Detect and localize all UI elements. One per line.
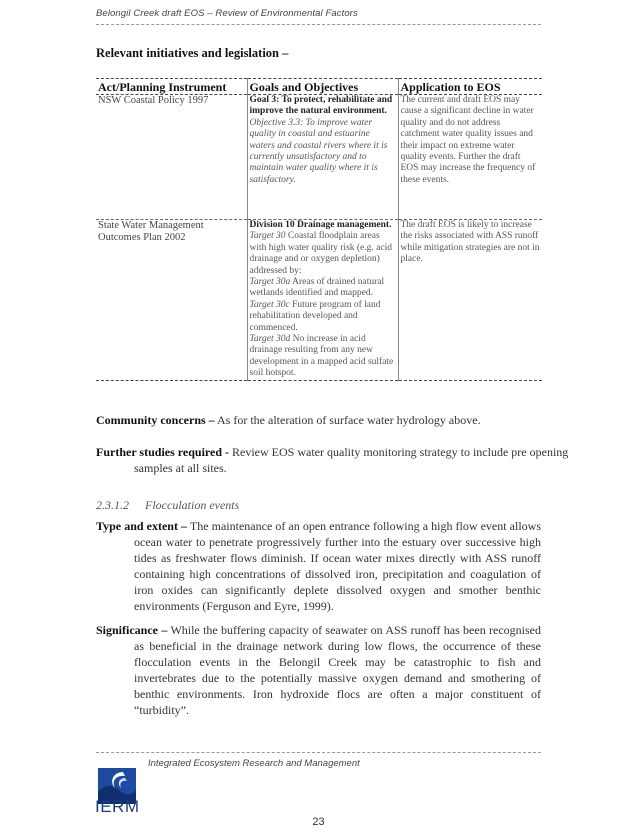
application-cell [398, 95, 542, 220]
instrument-name: State Water Management Outcomes Plan 2002 [98, 220, 204, 244]
community-concerns-label: Community concerns – [96, 413, 215, 427]
footer-rule [96, 752, 541, 753]
goals-cell [247, 220, 398, 381]
column-header-goals: Goals and Objectives [247, 79, 398, 95]
target-text: Future program of land rehabilitation developed and commenced. [249, 299, 381, 333]
goal-target-item [250, 300, 396, 334]
instrument-cell [96, 220, 247, 381]
table-row [96, 220, 542, 381]
significance-paragraph [96, 622, 541, 718]
further-studies-label: Further studies required - [96, 445, 230, 459]
type-and-extent-paragraph [96, 518, 541, 614]
target-label: Target 30c [249, 299, 290, 310]
legislation-table [96, 78, 542, 381]
goal-target-item [250, 277, 396, 300]
application-cell [398, 220, 542, 381]
significance-text: While the buffering capacity of seawater on ASS runoff has been recognised as beneficial in the drainage network during low flows, the occurrence of these flocculation events in the Belongil Creek may be catastrophic to fish and invertebrates due to the potentially massive oxygen demand and smothering of benthic environments. Iron hydroxide flocs are often a major constituent of “turbidity”. [134, 623, 542, 717]
footer-organisation: Integrated Ecosystem Research and Management [148, 758, 360, 769]
target-text: Coastal floodplain areas with high water quality risk (e.g. acid drainage and or oxygen depletion) addressed by: [249, 231, 392, 276]
target-label: Target 30 [249, 231, 286, 242]
type-and-extent-text: The maintenance of an open entrance following a high flow event allows ocean water to penetrate progressively further into the estuary over successive high tides as freshwater flows diminish. If ocean water mixes directly with ASS runoff containing high concentrations of dissolved iron, precipitation and coagulation of iron oxides can significantly deplete dissolved oxygen and smother benthic environments (Ferguson and Eyre, 1999). [134, 519, 541, 613]
page-number: 23 [312, 816, 325, 828]
subsection-heading [96, 498, 239, 513]
target-text: No increase in acid drainage resulting from any new development in a mapped acid sulfate soil hotspot. [249, 334, 394, 379]
table-header-row [96, 79, 542, 95]
goal-target-item [250, 231, 396, 277]
target-text: Areas of drained natural wetlands identified and mapped. [249, 277, 385, 299]
section-heading: Relevant initiatives and legislation – [96, 46, 289, 60]
running-header: Belongil Creek draft EOS – Review of Environmental Factors [96, 8, 358, 19]
header-rule [96, 24, 541, 25]
type-and-extent-label: Type and extent – [96, 519, 188, 533]
significance-label: Significance – [96, 623, 168, 637]
subsection-number: 2.3.1.2 [96, 498, 129, 512]
application-text: The current and draft EOS may cause a significant decline in water quality and do not address catchment water quality issues and their impact on extreme water quality events. Further the draft EOS may increase the frequency of these events. [400, 95, 536, 185]
target-label: Target 30a [249, 277, 291, 288]
target-label: Target 30d [249, 334, 291, 345]
goal-title: Goal 3: To protect, rehabilitate and improve the natural environment. [249, 95, 393, 117]
community-concerns-paragraph [96, 412, 541, 428]
instrument-name: NSW Coastal Policy 1997 [98, 95, 209, 106]
goal-title: Division 10 Drainage management. [249, 220, 392, 230]
instrument-cell [96, 95, 247, 220]
application-text: The draft EOS is likely to increase the risks associated with ASS runoff while mitigation strategies are not in place. [400, 220, 540, 265]
goals-cell [247, 95, 398, 220]
column-header-instrument: Act/Planning Instrument [96, 79, 247, 95]
logo-text: IERM [95, 797, 140, 816]
goal-objective: Objective 3.3: To improve water quality in coastal and estuarine waters and coastal rivers where it is currently unsatisfactory and to maintain water quality where it is satisfactory. [249, 117, 388, 185]
subsection-title: Flocculation events [145, 498, 240, 512]
column-header-application: Application to EOS [398, 79, 542, 95]
further-studies-paragraph [96, 444, 579, 476]
further-studies-text: Review EOS water quality monitoring strategy to include pre opening samples at all sites. [134, 445, 569, 475]
goal-target-item [250, 334, 396, 380]
table-row [96, 95, 542, 220]
community-concerns-text: As for the alteration of surface water hydrology above. [217, 413, 481, 427]
